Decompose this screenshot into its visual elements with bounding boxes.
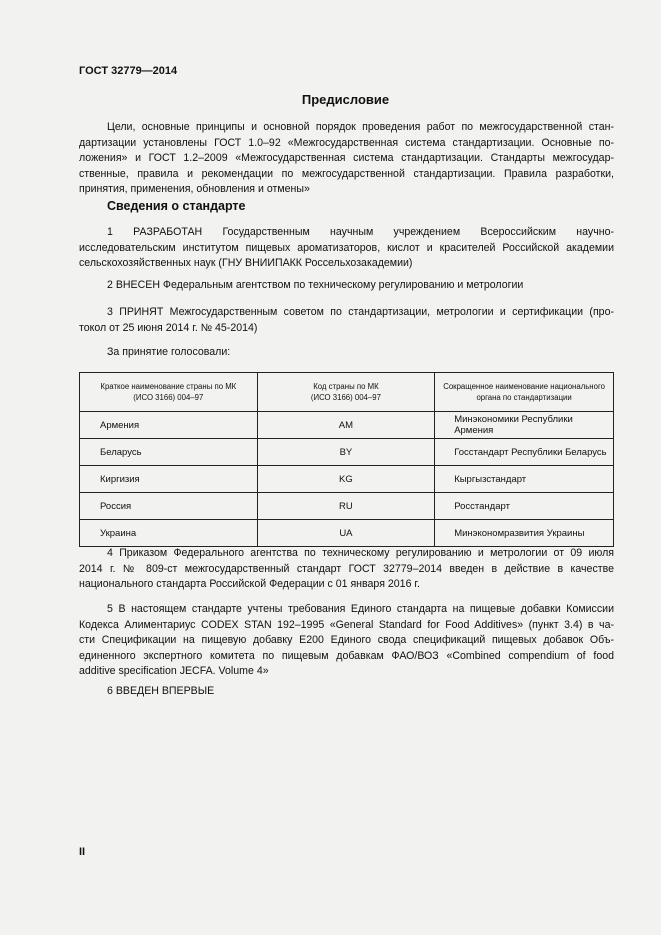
item5-line: additive specification JECFA. Volume 4» (79, 665, 269, 677)
header-line: органа по стандартизации (476, 393, 572, 402)
header-line: Код страны по МК (313, 382, 379, 391)
item1-line: 1 РАЗРАБОТАН Государственным научным учреждением Всероссийским научно- (107, 226, 614, 238)
body-cell: Минэкономразвития Украины (435, 520, 614, 547)
code-cell: BY (257, 439, 435, 466)
table-row (80, 466, 614, 493)
body-cell: Минэкономики Республики Армения (435, 412, 614, 439)
document-header: ГОСТ 32779—2014 (79, 65, 178, 77)
header-line: (ИСО 3166) 004–97 (133, 393, 204, 402)
page-title: Предисловие (301, 92, 390, 107)
table-row (80, 520, 614, 547)
table-row (80, 493, 614, 520)
country-cell: Армения (80, 412, 258, 439)
item4-line: национального стандарта Российской Федерации с 01 января 2016 г. (79, 578, 420, 590)
intro-paragraph (79, 120, 614, 198)
item2-paragraph: 2 ВНЕСЕН Федеральным агентством по техническому регулированию и метрологии (107, 279, 524, 291)
intro-line: дартизации установлены ГОСТ 1.0–92 «Межгосударственная система стандартизации. Основные по- (79, 136, 614, 149)
country-cell: Россия (80, 493, 258, 520)
code-cell: KG (257, 466, 435, 493)
table-row (80, 412, 614, 439)
country-cell: Беларусь (80, 439, 258, 466)
header-line: Сокращенное наименование национального (443, 382, 605, 391)
item5-line: сти Спецификации на пищевую добавку Е200 Единого свода спецификаций пищевых добавок Объ- (79, 634, 614, 646)
item1-line: сельскохозяйственных наук (ГНУ ВНИИПАКК Россельхозакадемии) (79, 257, 413, 269)
voted-label: За принятие голосовали: (107, 346, 231, 358)
header-line: Краткое наименование страны по МК (100, 382, 237, 391)
voting-table (79, 372, 614, 547)
item4-line: 2014 г. № 809-ст межгосударственный стандарт ГОСТ 32779–2014 введен в действие в качестве (79, 562, 614, 575)
body-cell: Госстандарт Республики Беларусь (435, 439, 614, 466)
code-cell: UA (257, 520, 435, 547)
item1-paragraph (79, 225, 614, 272)
item4-line: 4 Приказом Федерального агентства по техническому регулированию и метрологии от 09 июля (107, 547, 614, 559)
item3-line: 3 ПРИНЯТ Межгосударственным советом по стандартизации, метрологии и сертификации (про- (107, 306, 614, 318)
header-country-code (257, 373, 435, 412)
intro-line: принятия, применения, обновления и отмены» (79, 183, 310, 195)
country-cell: Киргизия (80, 466, 258, 493)
code-cell: AM (257, 412, 435, 439)
intro-line: ложения» и ГОСТ 1.2–2009 «Межгосударственная система стандартизации. Стандарты межгосудар- (79, 152, 614, 164)
item1-line: исследовательским институтом пищевых ароматизаторов, кислот и красителей Российской академии (79, 241, 614, 254)
item6-paragraph: 6 ВВЕДЕН ВПЕРВЫЕ (107, 685, 215, 697)
section-heading: Сведения о стандарте (107, 199, 246, 213)
item5-line: 5 В настоящем стандарте учтены требования Единого стандарта на пищевые добавки Комиссии (107, 603, 614, 615)
item5-line: Кодекса Алиментариус CODEX STAN 192–1995 «General Standard for Food Additives» (пункт 3.4) в ча- (79, 618, 614, 631)
intro-line: Цели, основные принципы и основной порядок проведения работ по межгосударственной стан- (107, 121, 614, 133)
item3-line: токол от 25 июня 2014 г. № 45-2014) (79, 321, 258, 334)
header-country-name (80, 373, 258, 412)
page-number: II (79, 846, 86, 858)
header-line: (ИСО 3166) 004–97 (310, 393, 381, 402)
table-row (80, 439, 614, 466)
item5-line: единенного экспертного комитета по пищевым добавкам ФАО/ВОЗ «Combined compendium of food (79, 649, 614, 662)
body-cell: Росстандарт (435, 493, 614, 520)
item5-paragraph (79, 602, 614, 680)
country-cell: Украина (80, 520, 258, 547)
table-header-row (80, 373, 614, 412)
code-cell: RU (257, 493, 435, 520)
header-national-body (435, 373, 614, 412)
body-cell: Кыргызстандарт (435, 466, 614, 493)
item4-paragraph (79, 546, 614, 593)
intro-line: ственные, правила и рекомендации по межгосударственной стандартизации. Правила разработки, (79, 167, 614, 180)
item3-paragraph (79, 305, 614, 336)
